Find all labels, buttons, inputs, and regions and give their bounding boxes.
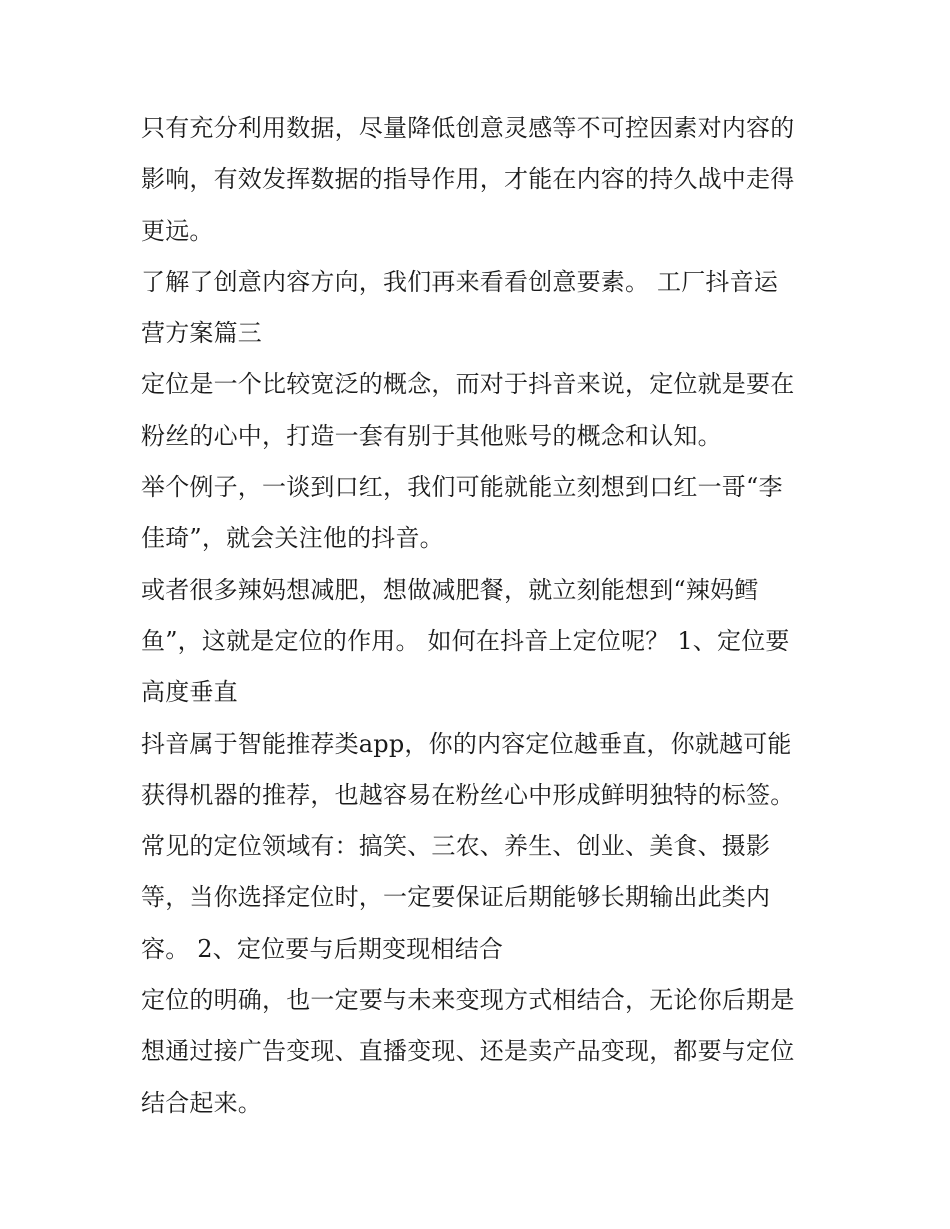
text-line: 抖音属于智能推荐类app，你的内容定位越垂直，你就越可能 (141, 729, 792, 758)
text-line: 举个例子，一谈到口红，我们可能就能立刻想到口红一哥“李 (141, 473, 783, 502)
text-line: 更远。 (141, 216, 214, 245)
text-line: 鱼”，这就是定位的作用。 如何在抖音上定位呢？ 1、定位要 (141, 626, 790, 655)
text-line: 获得机器的推荐，也越容易在粉丝心中形成鲜明独特的标签。 (141, 780, 795, 809)
text-line: 只有充分利用数据，尽量降低创意灵感等不可控因素对内容的 (141, 114, 795, 142)
text-line: 等，当你选择定位时，一定要保证后期能够长期输出此类内 (141, 883, 771, 912)
text-line: 粉丝的心中，打造一套有别于其他账号的概念和认知。 (141, 421, 722, 450)
text-line: 容。 2、定位要与后期变现相结合 (141, 934, 504, 963)
text-line: 高度垂直 (141, 678, 238, 707)
text-line: 定位是一个比较宽泛的概念，而对于抖音来说，定位就是要在 (141, 370, 795, 399)
document-body (141, 103, 817, 1129)
text-line: 了解了创意内容方向，我们再来看看创意要素。 工厂抖音运 (141, 267, 779, 296)
text-line: 佳琦”，就会关注他的抖音。 (141, 524, 444, 553)
text-line: 常见的定位领域有：搞笑、三农、养生、创业、美食、摄影 (141, 832, 771, 861)
text-line: 定位的明确，也一定要与未来变现方式相结合，无论你后期是 (141, 986, 795, 1015)
text-line: 营方案篇三 (141, 319, 262, 348)
text-line: 或者很多辣妈想减肥，想做减肥餐，就立刻能想到“辣妈鳕 (141, 575, 759, 604)
text-line: 结合起来。 (141, 1088, 262, 1117)
text-line: 影响，有效发挥数据的指导作用，才能在内容的持久战中走得 (141, 165, 795, 194)
text-line: 想通过接广告变现、直播变现、还是卖产品变现，都要与定位 (141, 1037, 795, 1066)
